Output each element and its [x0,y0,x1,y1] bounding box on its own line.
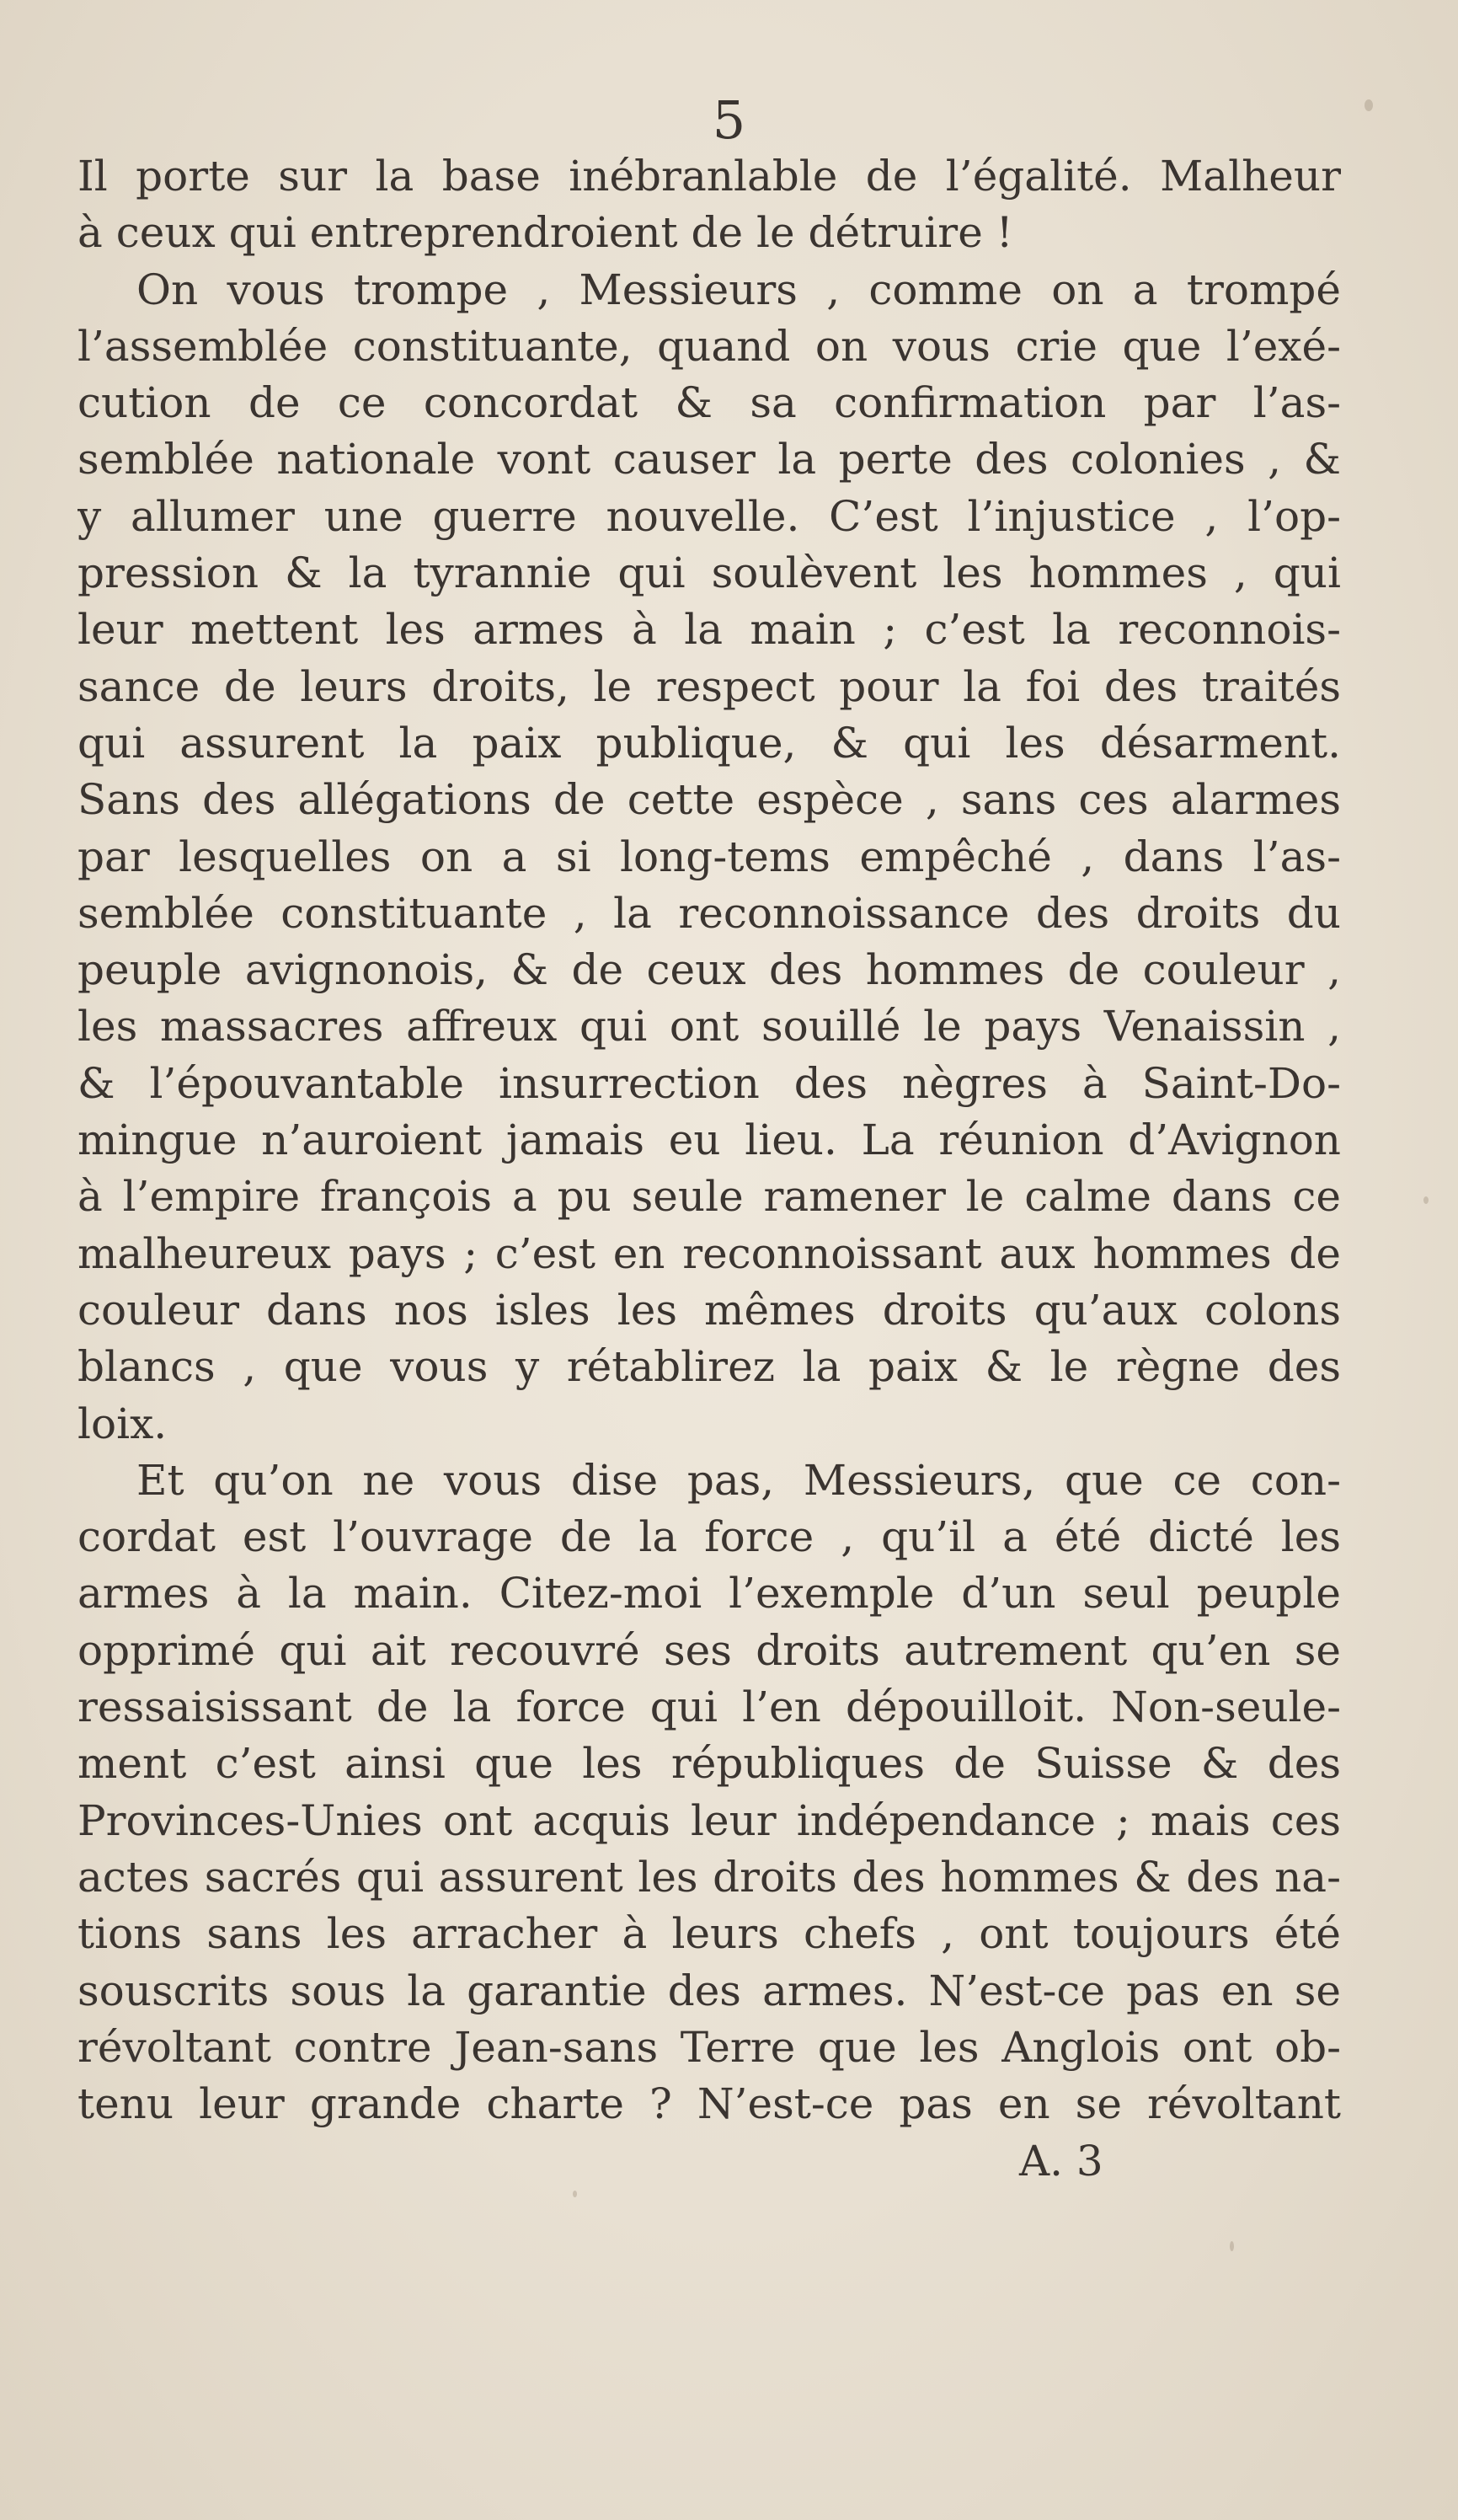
signature-mark: A. 3 [1019,2137,1103,2186]
text-line: malheureux pays ; c’est en reconnoissant aux hommes de [77,1228,1341,1278]
paper-speck [1423,1196,1429,1204]
text-line: ment c’est ainsi que les républiques de Suisse & des [77,1739,1341,1789]
text-line: souscrits sous la garantie des armes. N’est-ce pas en se [77,1966,1341,2015]
text-line: actes sacrés qui assurent les droits des hommes & des na- [77,1852,1341,1902]
paper-speck [1230,2241,1234,2251]
text-line: leur mettent les armes à la main ; c’est la reconnois- [77,605,1341,655]
text-line: Sans des allégations de cette espèce , sans ces alarmes [77,775,1341,825]
text-line: à l’empire françois a pu seule ramener le calme dans ce [77,1172,1341,1222]
text-line: semblée nationale vont causer la perte des colonies , & [77,435,1341,484]
text-line: loix. [77,1399,168,1448]
text-line: qui assurent la paix publique, & qui les désarment. [77,718,1341,768]
text-line: Et qu’on ne vous dise pas, Messieurs, que ce con- [136,1455,1341,1505]
text-line: Il porte sur la base inébranlable de l’égalité. Malheur [77,152,1341,201]
text-line: tions sans les arracher à leurs chefs , ont toujours été [77,1909,1341,1959]
text-line: Provinces-Unies ont acquis leur indépendance ; mais ces [77,1795,1341,1845]
text-line: couleur dans nos isles les mêmes droits qu’aux colons [77,1285,1341,1335]
text-line: semblée constituante , la reconnoissance des droits du [77,888,1341,938]
text-line: pression & la tyrannie qui soulèvent les hommes , qui [77,548,1341,598]
text-line: les massacres affreux qui ont souillé le pays Venaissin , [77,1002,1341,1051]
text-line: tenu leur grande charte ? N’est-ce pas en se révoltant [77,2079,1341,2129]
text-line: opprimé qui ait recouvré ses droits autrement qu’en se [77,1625,1341,1675]
text-line: à ceux qui entreprendroient de le détruire ! [77,208,1013,258]
text-line: armes à la main. Citez-moi l’exemple d’un seul peuple [77,1569,1341,1618]
page-number: 5 [712,89,746,151]
text-line: sance de leurs droits, le respect pour la foi des traités [77,661,1341,711]
body-text [77,148,1341,2132]
text-line: & l’épouvantable insurrection des nègres à Saint-Do- [77,1058,1341,1108]
text-line: On vous trompe , Messieurs , comme on a trompé [136,265,1341,314]
text-line: y allumer une guerre nouvelle. C’est l’injustice , l’op- [77,491,1341,541]
text-line: blancs , que vous y rétablirez la paix & le règne des [77,1342,1341,1392]
text-line: l’assemblée constituante, quand on vous crie que l’exé- [77,321,1341,371]
text-line: cordat est l’ouvrage de la force , qu’il a été dicté les [77,1512,1341,1562]
text-line: mingue n’auroient jamais eu lieu. La réunion d’Avignon [77,1116,1341,1165]
text-line: cution de ce concordat & sa confirmation par l’as- [77,378,1341,428]
paper-speck [573,2191,577,2197]
text-line: peuple avignonois, & de ceux des hommes de couleur , [77,945,1341,995]
text-line: révoltant contre Jean-sans Terre que les Anglois ont ob- [77,2022,1341,2072]
text-line: ressaisissant de la force qui l’en dépouilloit. Non-seule- [77,1683,1341,1732]
text-line: par lesquelles on a si long-tems empêché , dans l’as- [77,832,1341,881]
